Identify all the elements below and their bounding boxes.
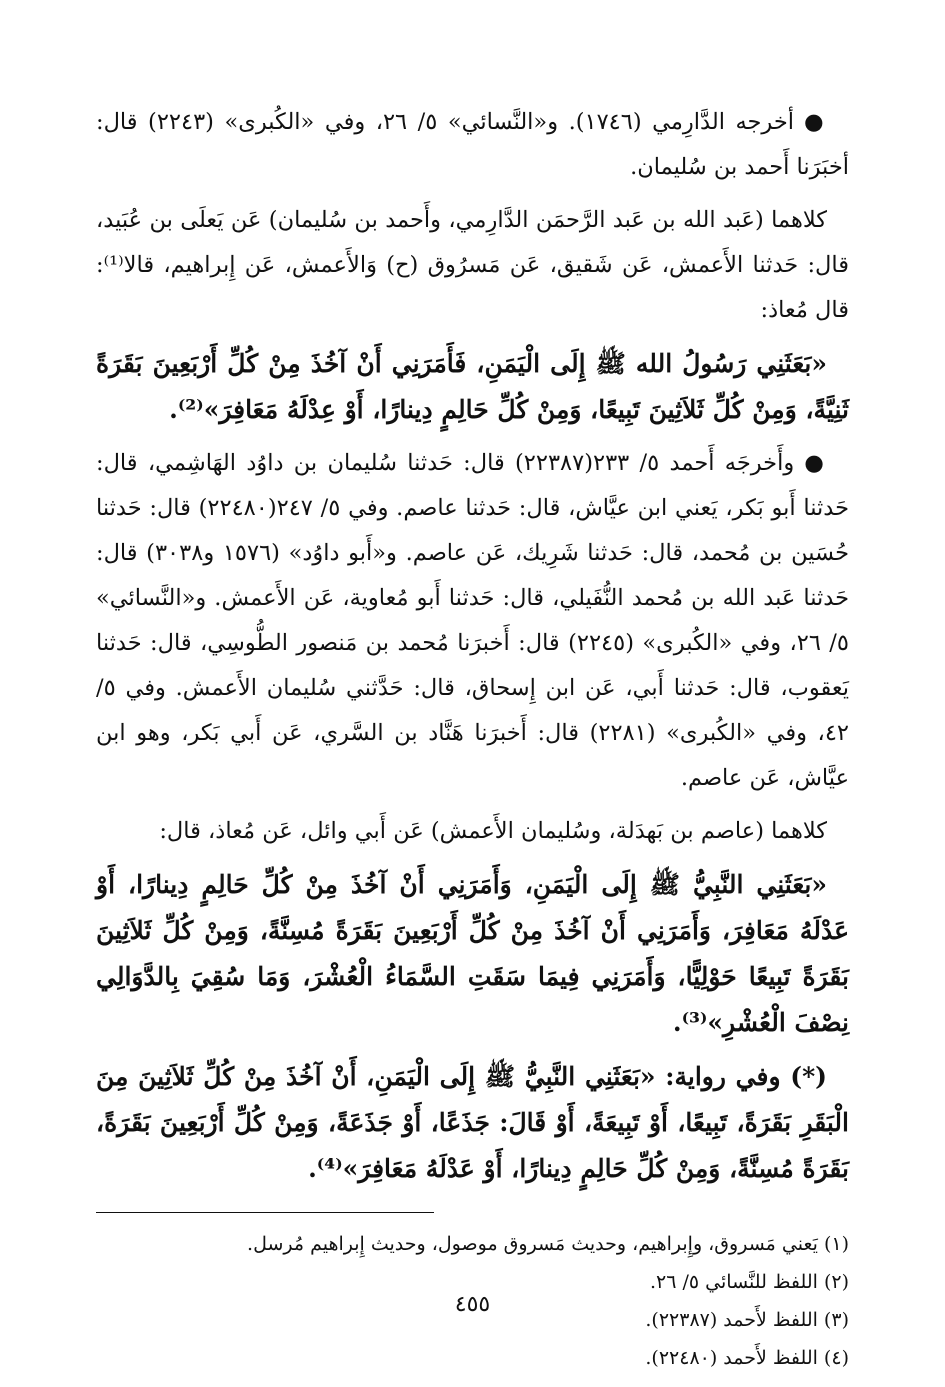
paragraph-text: «بَعَثَنِي النَّبِيُّ ﷺ إِلَى الْيَمَنِ، وَأَمَرَنِي أَنْ آخُذَ مِنْ كُلِّ حَالِمٍ دِينارًا، أَوْ عَدْلَهُ مَعَافِرَ، وَأَمَرَنِي أَنْ آخُذَ مِنْ كُلِّ أَرْبَعِينَ بَقَرَةً مُسِنَّةً، وَمِنْ كُلِّ ثَلاَثِينَ بَقَرَةً تَبِيعًا حَوْلِيًّا، وَأَمَرَنِي فِيمَا سَقَتِ السَّمَاءُ الْعُشْرَ، وَمَا سُقِيَ بِالدَّوَالِي نِصْفَ الْعُشْرِ»⁽³⁾. — [96, 870, 849, 1037]
paragraph-text: وأَخرجَه أَحمد ٥/ ٢٣٣(٢٢٣٨٧) قال: حَدثنا سُليمان بن داوُد الهَاشِمي، قال: حَدثنا أَبو بَكر، يَعني ابن عيَّاش، قال: حَدثنا عاصم. وفي ٥/ ٢٤٧(٢٢٤٨٠) قال: حَدثنا حُسَين بن مُحمد، قال: حَدثنا شَرِيك، عَن عاصم. و«أَبو داوُد» (١٥٧٦ و٣٠٣٨) قال: حَدثنا عَبد الله بن مُحمد النُّفَيلي، قال: حَدثنا أَبو مُعاوية، عَن الأَعمش. و«النَّسائي» ٥/ ٢٦، وفي «الكُبرى» (٢٢٤٥) قال: أَخبرَنا مُحمد بن مَنصور الطُّوسِي، قال: حَدثنا يَعقوب، قال: حَدثنا أَبي، عَن ابن إِسحاق، قال: حَدَّثني سُليمان الأَعمش. وفي ٥/ ٤٢، وفي «الكُبرى» (٢٢٨١) قال: أَخبرَنا هَنَّاد بن السَّري، عَن أَبي بَكر، وهو ابن عيَّاش، عَن عاصم. — [96, 450, 849, 791]
paragraph-text: (*) وفي رواية: «بَعَثَنِي النَّبِيُّ ﷺ إِلَى الْيَمَنِ، أَنْ آخُذَ مِنْ كُلِّ ثَلاَثِينَ مِنَ الْبَقَرِ بَقَرَةً، تَبِيعًا، أَوْ تَبِيعَةً، أَوْ قَالَ: جَذَعًا، أَوْ جَذَعَةً، وَمِنْ كُلِّ أَرْبَعِينَ بَقَرَةً، بَقَرَةً مُسِنَّةً، وَمِنْ كُلِّ حَالِمٍ دِينارًا، أَوْ عَدْلَهُ مَعَافِرَ»⁽⁴⁾. — [96, 1062, 849, 1183]
hadith-text-1 — [96, 341, 849, 433]
paragraph-text: كلاهما (عَبد الله بن عَبد الرَّحمَن الدَّارِمي، وأَحمد بن سُليمان) عَن يَعلَى بن عُبَيد، قال: حَدثنا الأَعمش، عَن شَقيق، عَن مَسرُوق (ح) وَالأَعمش، عَن إِبراهيم، قالا⁽¹⁾: قال مُعاذ: — [96, 207, 849, 323]
bullet-icon: ● — [804, 109, 827, 135]
hadith-variant-text — [96, 1054, 849, 1192]
footnote-1: (١) يَعني مَسروق، وإِبراهيم، وحديث مَسروق موصول، وحديث إِبراهيم مُرسل. — [247, 1233, 849, 1255]
page-number: ٤٥٥ — [454, 1292, 491, 1317]
takhrij-paragraph-2 — [96, 441, 849, 801]
isnad-paragraph-2 — [96, 809, 849, 854]
footnote-divider — [96, 1212, 434, 1213]
paragraph-text: كلاهما (عاصم بن بَهدَلة، وسُليمان الأَعمش) عَن أَبي وائل، عَن مُعاذ، قال: — [159, 818, 827, 844]
takhrij-paragraph-1 — [96, 100, 849, 190]
footnote-3: (٣) اللفظ لأَحمد (٢٢٣٨٧). — [645, 1309, 849, 1331]
hadith-text-2 — [96, 862, 849, 1046]
footnote-2: (٢) اللفظ للنَّسائي ٥/ ٢٦. — [650, 1271, 849, 1293]
paragraph-text: «بَعَثَنِي رَسُولُ الله ﷺ إِلَى الْيَمَنِ، فَأَمَرَنِي أَنْ آخُذَ مِنْ كُلِّ أَرْبَعِينَ بَقَرَةً ثَنِيَّةً، وَمِنْ كُلِّ ثَلاَثِينَ تَبِيعًا، وَمِنْ كُلِّ حَالِمٍ دِينارًا، أَوْ عِدْلَهُ مَعَافِرَ»⁽²⁾. — [96, 349, 849, 424]
bullet-icon: ● — [804, 450, 827, 476]
isnad-paragraph-1 — [96, 198, 849, 333]
paragraph-text: أخرجه الدَّارِمي (١٧٤٦). و«النَّسائي» ٥/ ٢٦، وفي «الكُبرى» (٢٢٤٣) قال: أخبَرَنا أَحمد بن سُليمان. — [96, 109, 849, 180]
footnote-4: (٤) اللفظ لأَحمد (٢٢٤٨٠). — [645, 1347, 849, 1369]
